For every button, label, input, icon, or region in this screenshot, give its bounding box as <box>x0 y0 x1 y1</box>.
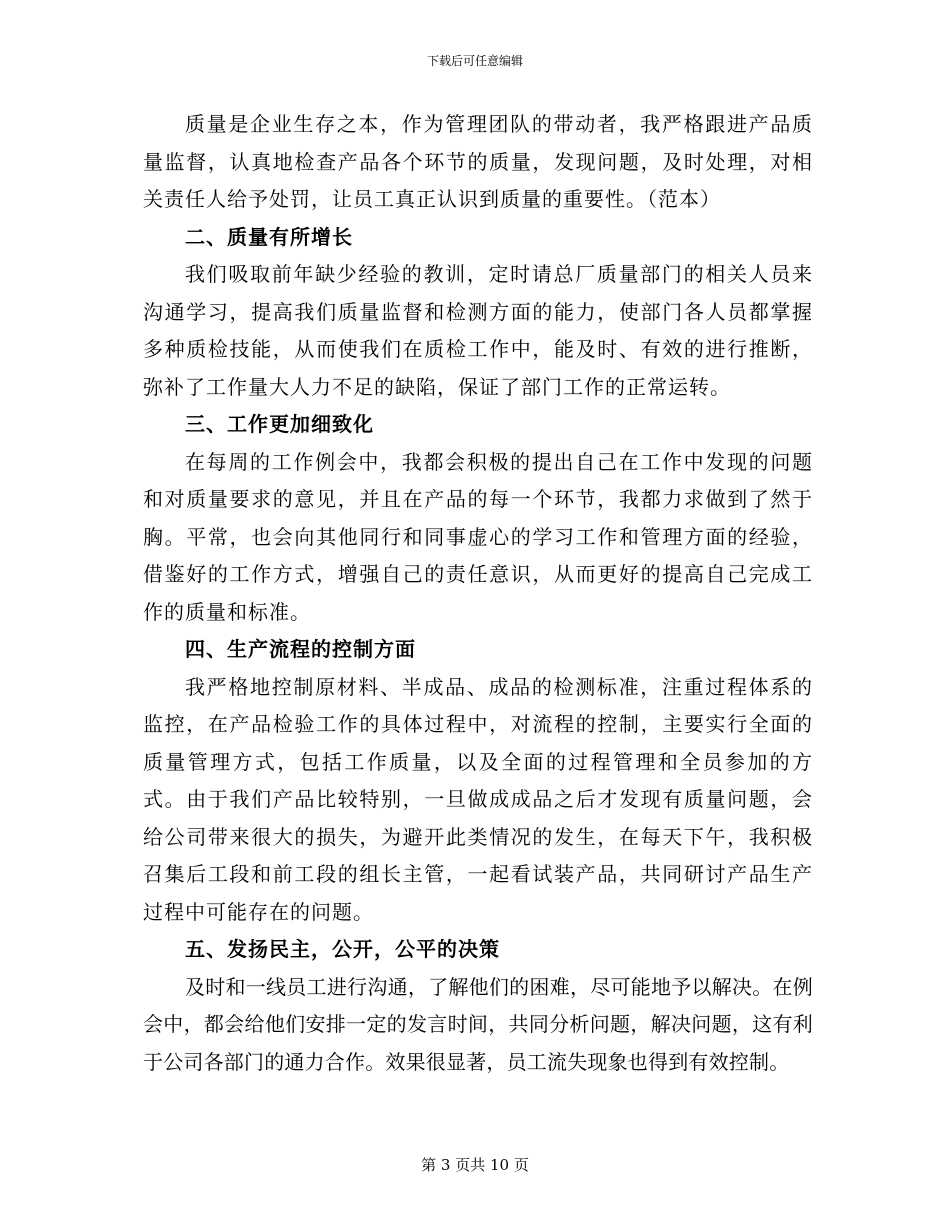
document-body <box>143 106 813 1081</box>
page-header: 下载后可任意编辑 <box>426 54 523 68</box>
section-paragraph-detailed-work: 在每周的工作例会中，我都会积极的提出自己在工作中发现的问题和对质量要求的意见，并且在产品的每一个环节，我都力求做到了然于胸。平常，也会向其他同行和同事虚心的学习工作和管理方面的经验，借鉴好的工作方式，增强自己的责任意识，从而更好的提高自己完成工作的质量和标准。 <box>143 449 813 624</box>
section-paragraph-quality-growth: 我们吸取前年缺少经验的教训，定时请总厂质量部门的相关人员来沟通学习，提高我们质量监督和检测方面的能力，使部门各人员都掌握多种质检技能，从而使我们在质检工作中，能及时、有效的进行推断，弥补了工作量大人力不足的缺陷，保证了部门工作的正常运转。 <box>143 262 813 399</box>
section-heading-quality-growth: 二、质量有所增长 <box>185 224 353 249</box>
section-paragraph-democratic-decisions: 及时和一线员工进行沟通，了解他们的困难，尽可能地予以解决。在例会中，都会给他们安排一定的发言时间，共同分析问题，解决问题，这有利于公司各部门的通力合作。效果很显著，员工流失现象也得到有效控制。 <box>143 974 813 1074</box>
page-number-footer: 第 3 页共 10 页 <box>421 1156 529 1174</box>
intro-paragraph: 质量是企业生存之本，作为管理团队的带动者，我严格跟进产品质量监督，认真地检查产品各个环节的质量，发现问题，及时处理，对相关责任人给予处罚，让员工真正认识到质量的重要性。（范本） <box>143 112 813 211</box>
section-paragraph-process-control: 我严格地控制原材料、半成品、成品的检测标准，注重过程体系的监控，在产品检验工作的具体过程中，对流程的控制，主要实行全面的质量管理方式，包括工作质量，以及全面的过程管理和全员参加的方式。由于我们产品比较特别，一旦做成成品之后才发现有质量问题，会给公司带来很大的损失，为避开此类情况的发生，在每天下午，我积极召集后工段和前工段的组长主管，一起看试装产品，共同研讨产品生产过程中可能存在的问题。 <box>143 674 813 924</box>
section-heading-detailed-work: 三、工作更加细致化 <box>185 412 374 436</box>
section-heading-process-control: 四、生产流程的控制方面 <box>185 637 416 661</box>
section-heading-democratic-decisions: 五、发扬民主，公开，公平的决策 <box>185 937 500 961</box>
